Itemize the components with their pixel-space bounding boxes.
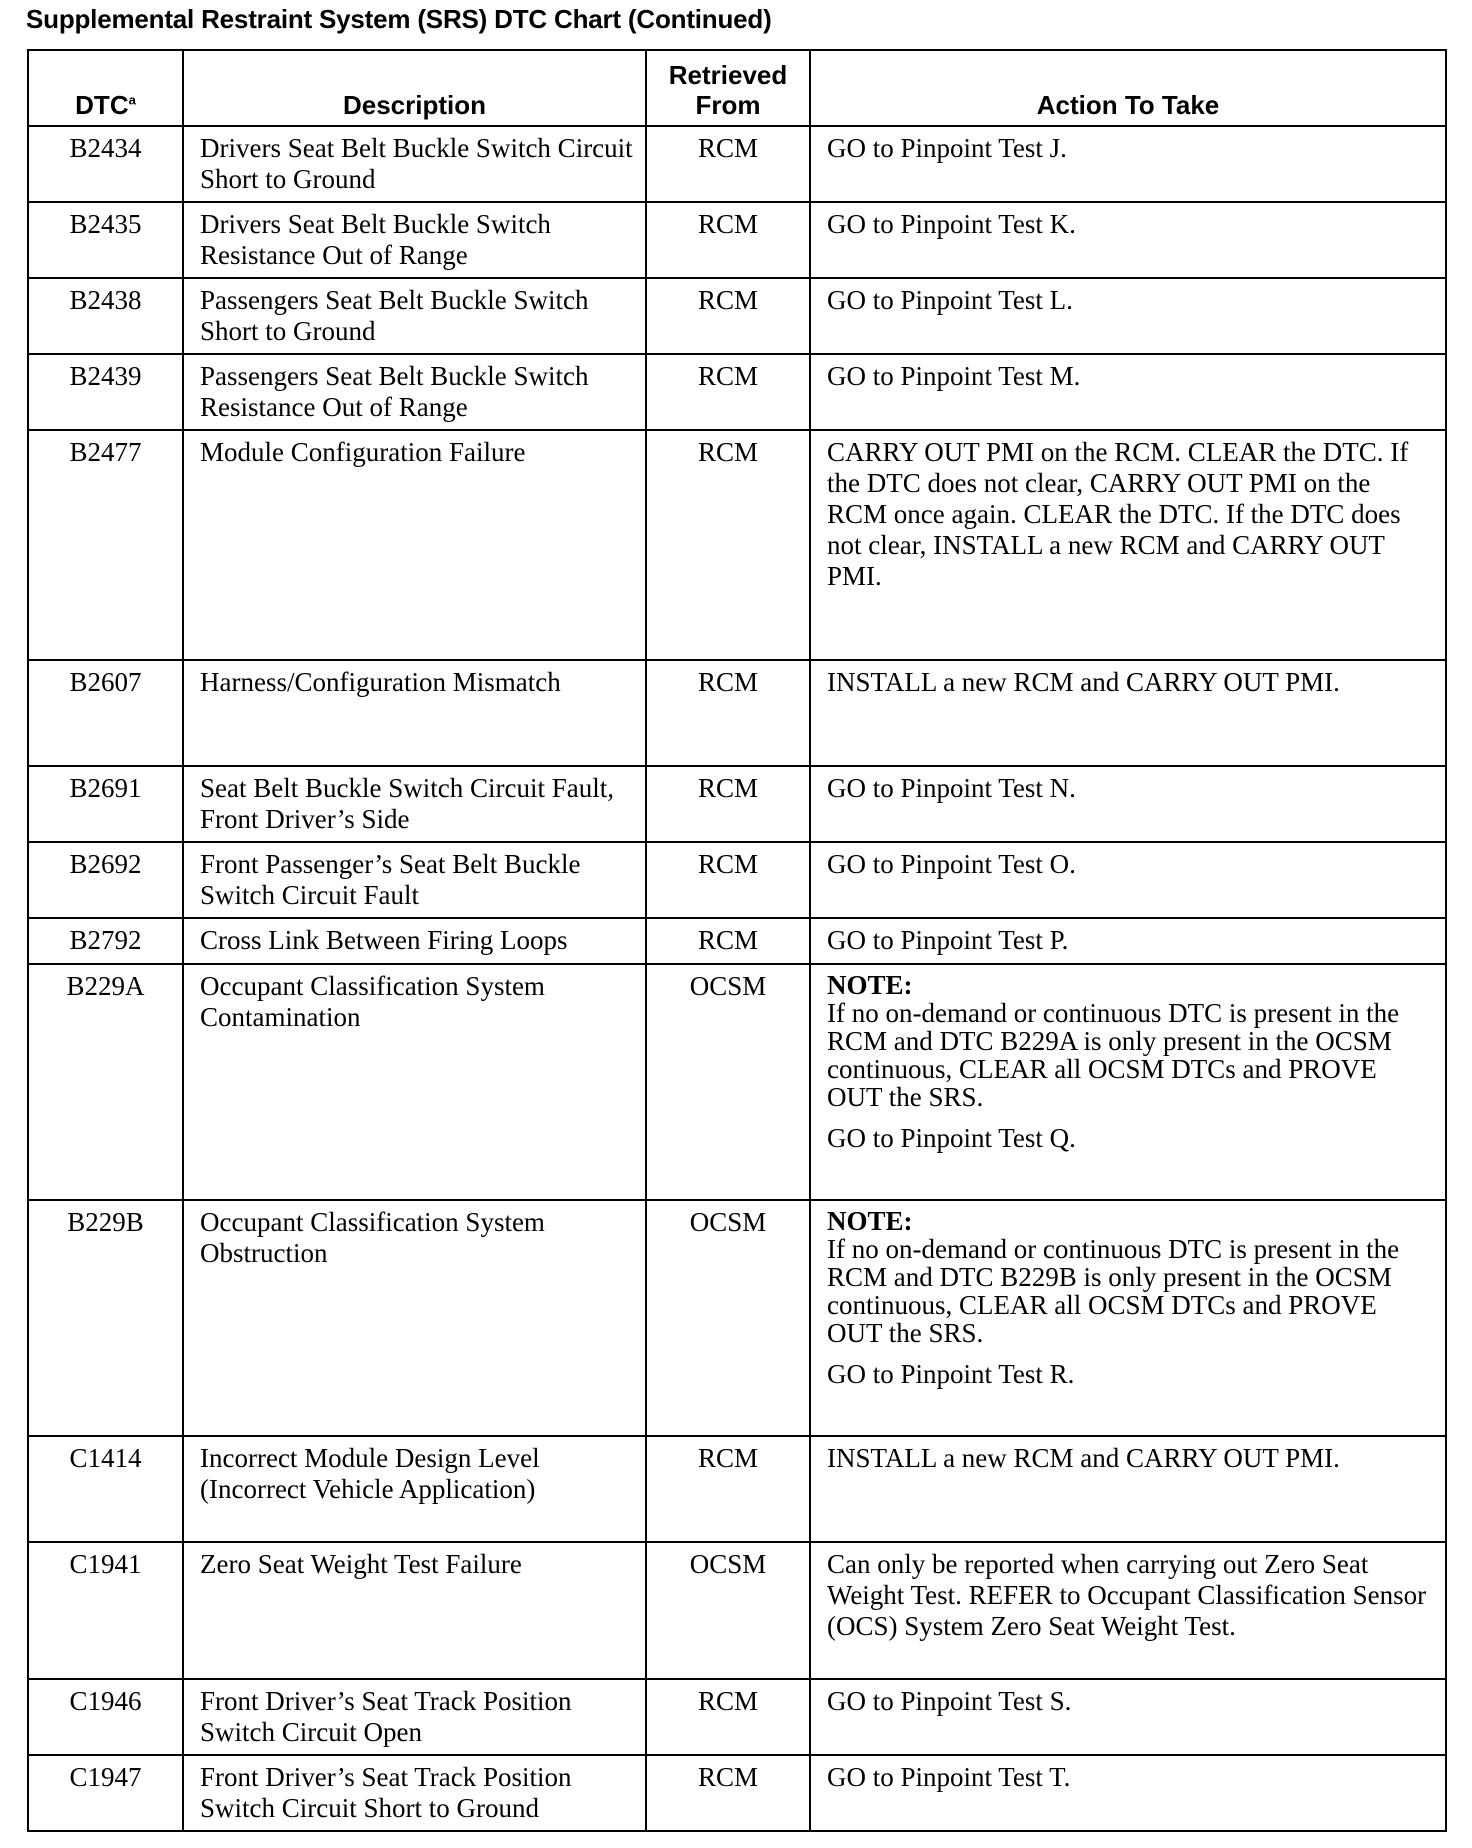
action-to-take [810,1200,1446,1436]
table-row [28,1679,1446,1755]
action-to-take: INSTALL a new RCM and CARRY OUT PMI. [810,1436,1446,1542]
retrieved-from: RCM [646,660,810,766]
note-text: If no on-demand or continuous DTC is present in the RCM and DTC B229A is only present in the OCSM continuous, CLEAR all OCSM DTCs and PROVE OUT the SRS. [827,998,1400,1112]
retrieved-from: RCM [646,1679,810,1755]
action-to-take: GO to Pinpoint Test N. [810,766,1446,842]
action-to-take: GO to Pinpoint Test O. [810,842,1446,918]
note-label: NOTE: [827,970,913,1000]
dtc-code: B2434 [28,126,183,202]
table-row [28,660,1446,766]
retrieved-from: OCSM [646,964,810,1200]
dtc-description: Harness/Configuration Mismatch [183,660,646,766]
dtc-code: C1947 [28,1755,183,1831]
action-to-take: GO to Pinpoint Test L. [810,278,1446,354]
footnote-marker: a [128,92,136,108]
action-text: GO to Pinpoint Test R. [827,1359,1075,1389]
dtc-code: B2477 [28,430,183,660]
table-row [28,126,1446,202]
dtc-code: B229B [28,1200,183,1436]
table-row [28,842,1446,918]
dtc-description: Passengers Seat Belt Buckle Switch Resistance Out of Range [183,354,646,430]
action-to-take: GO to Pinpoint Test T. [810,1755,1446,1831]
action-to-take: GO to Pinpoint Test P. [810,918,1446,964]
action-to-take: CARRY OUT PMI on the RCM. CLEAR the DTC. If the DTC does not clear, CARRY OUT PMI on the RCM once again. CLEAR the DTC. If the DTC does not clear, INSTALL a new RCM and CARRY OUT PMI. [810,430,1446,660]
table-row [28,278,1446,354]
dtc-code: B2438 [28,278,183,354]
action-to-take: GO to Pinpoint Test S. [810,1679,1446,1755]
table-header-row [28,50,1446,126]
retrieved-from: OCSM [646,1200,810,1436]
dtc-description: Passengers Seat Belt Buckle Switch Short to Ground [183,278,646,354]
retrieved-from: RCM [646,918,810,964]
dtc-description: Drivers Seat Belt Buckle Switch Circuit Short to Ground [183,126,646,202]
table-row [28,1755,1446,1831]
dtc-description: Front Passenger’s Seat Belt Buckle Switch Circuit Fault [183,842,646,918]
dtc-code: C1941 [28,1542,183,1679]
note-text: If no on-demand or continuous DTC is present in the RCM and DTC B229B is only present in the OCSM continuous, CLEAR all OCSM DTCs and PROVE OUT the SRS. [827,1234,1400,1348]
dtc-description: Incorrect Module Design Level (Incorrect Vehicle Application) [183,1436,646,1542]
dtc-code: B2435 [28,202,183,278]
table-row [28,1436,1446,1542]
header-dtc: DTC$^a$ [28,50,183,126]
dtc-chart-table [27,49,1447,1832]
retrieved-from: RCM [646,766,810,842]
action-text: GO to Pinpoint Test Q. [827,1123,1076,1153]
dtc-description: Drivers Seat Belt Buckle Switch Resistance Out of Range [183,202,646,278]
dtc-description: Occupant Classification System Contamination [183,964,646,1200]
action-to-take: GO to Pinpoint Test J. [810,126,1446,202]
header-action: Action To Take [810,50,1446,126]
dtc-description: Seat Belt Buckle Switch Circuit Fault, Front Driver’s Side [183,766,646,842]
action-to-take: Can only be reported when carrying out Zero Seat Weight Test. REFER to Occupant Classification Sensor (OCS) System Zero Seat Weight Test. [810,1542,1446,1679]
dtc-code: B2607 [28,660,183,766]
dtc-code: B229A [28,964,183,1200]
dtc-description: Occupant Classification System Obstruction [183,1200,646,1436]
action-to-take: GO to Pinpoint Test K. [810,202,1446,278]
table-row [28,918,1446,964]
retrieved-from: RCM [646,430,810,660]
table-row [28,354,1446,430]
action-to-take [810,964,1446,1200]
dtc-code: B2792 [28,918,183,964]
dtc-code: B2692 [28,842,183,918]
dtc-description: Cross Link Between Firing Loops [183,918,646,964]
table-row [28,964,1446,1200]
dtc-description: Zero Seat Weight Test Failure [183,1542,646,1679]
dtc-description: Front Driver’s Seat Track Position Switch Circuit Open [183,1679,646,1755]
table-row [28,766,1446,842]
retrieved-from: OCSM [646,1542,810,1679]
header-description: Description [183,50,646,126]
dtc-description: Module Configuration Failure [183,430,646,660]
header-retrieved-from: Retrieved From [646,50,810,126]
retrieved-from: RCM [646,1436,810,1542]
note-label: NOTE: [827,1206,913,1236]
action-to-take: INSTALL a new RCM and CARRY OUT PMI. [810,660,1446,766]
retrieved-from: RCM [646,354,810,430]
retrieved-from: RCM [646,842,810,918]
dtc-code: C1414 [28,1436,183,1542]
action-to-take: GO to Pinpoint Test M. [810,354,1446,430]
dtc-description: Front Driver’s Seat Track Position Switch Circuit Short to Ground [183,1755,646,1831]
dtc-code: B2691 [28,766,183,842]
table-row [28,202,1446,278]
page-title: Supplemental Restraint System (SRS) DTC Chart (Continued) [26,4,772,34]
table-row [28,1200,1446,1436]
retrieved-from: RCM [646,202,810,278]
dtc-code: C1946 [28,1679,183,1755]
dtc-code: B2439 [28,354,183,430]
table-row [28,1542,1446,1679]
retrieved-from: RCM [646,1755,810,1831]
retrieved-from: RCM [646,126,810,202]
retrieved-from: RCM [646,278,810,354]
table-row [28,430,1446,660]
